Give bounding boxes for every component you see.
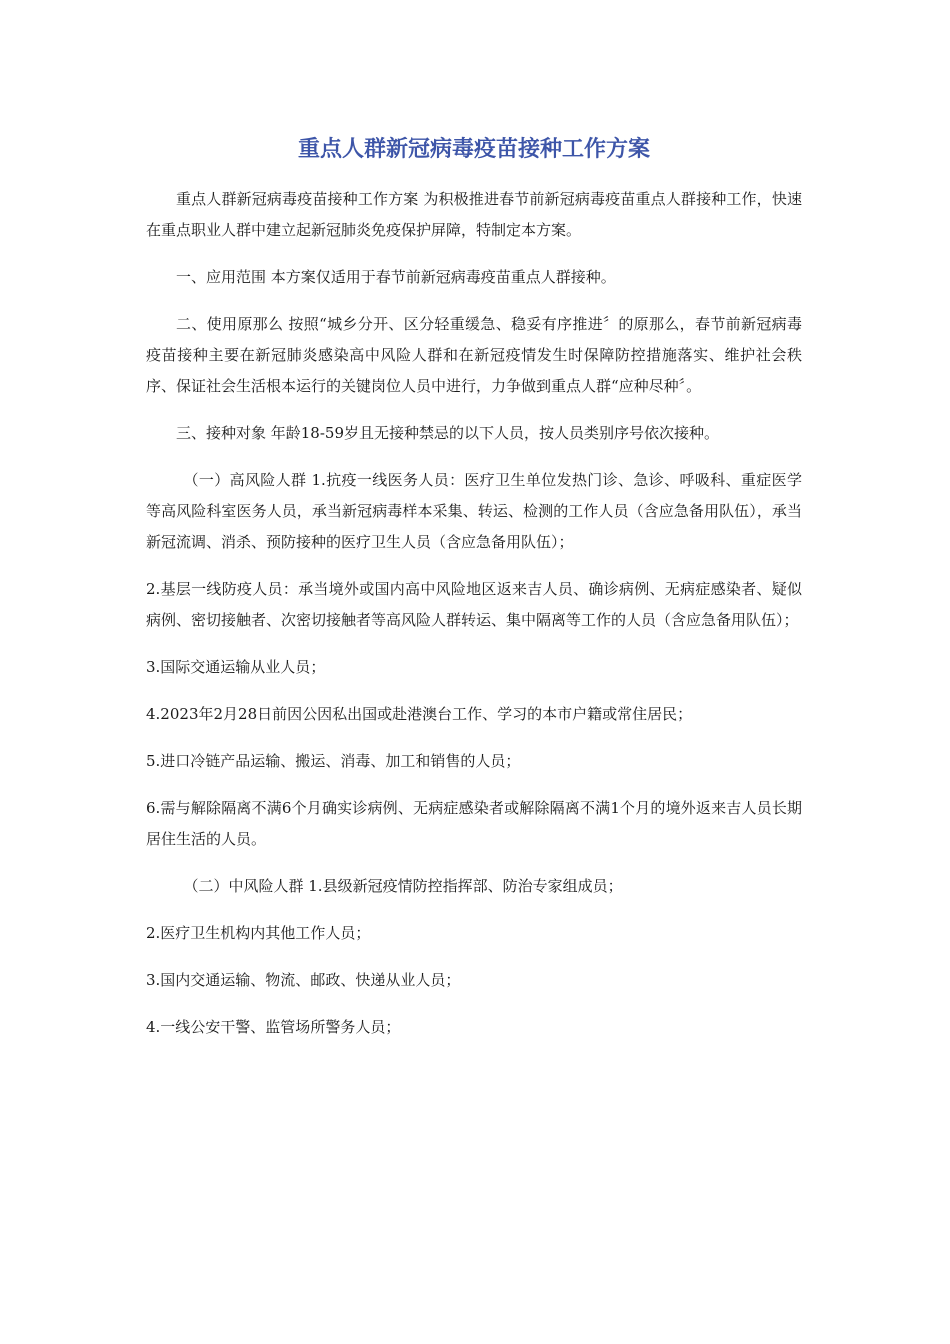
list-item: 2.医疗卫生机构内其他工作人员； xyxy=(146,924,371,942)
paragraph-targets: 三、接种对象 年龄18-59岁且无接种禁忌的以下人员，按人员类别序号依次接种。 xyxy=(176,424,720,442)
list-item: 3.国内交通运输、物流、邮政、快递从业人员； xyxy=(146,971,461,989)
paragraph-high-risk: （一）高风险人群 1.抗疫一线医务人员：医疗卫生单位发热门诊、急诊、呼吸科、重症医学等高风险科室医务人员，承当新冠病毒样本采集、转运、检测的工作人员（含应急备用队伍），承当新冠流调、消杀、预防接种的医疗卫生人员（含应急备用队伍）； xyxy=(146,471,802,551)
list-item: 2.基层一线防疫人员：承当境外或国内高中风险地区返来吉人员、确诊病例、无病症感染者、疑似病例、密切接触者、次密切接触者等高风险人群转运、集中隔离等工作的人员（含应急备用队伍）； xyxy=(146,580,802,629)
paragraph-medium-risk: （二）中风险人群 1.县级新冠疫情防控指挥部、防治专家组成员； xyxy=(183,877,623,895)
paragraph-intro: 重点人群新冠病毒疫苗接种工作方案 为积极推进春节前新冠病毒疫苗重点人群接种工作，快速在重点职业人群中建立起新冠肺炎免疫保护屏障，特制定本方案。 xyxy=(146,190,802,239)
list-item: 4.一线公安干警、监管场所警务人员； xyxy=(146,1018,401,1036)
document-title: 重点人群新冠病毒疫苗接种工作方案 xyxy=(297,137,650,162)
paragraph-scope: 一、应用范围 本方案仅适用于春节前新冠病毒疫苗重点人群接种。 xyxy=(176,268,616,286)
list-item: 5.进口冷链产品运输、搬运、消毒、加工和销售的人员； xyxy=(146,752,521,770)
list-item: 6.需与解除隔离不满6个月确实诊病例、无病症感染者或解除隔离不满1个月的境外返来吉人员长期居住生活的人员。 xyxy=(146,799,802,848)
list-item: 4.2023年2月28日前因公因私出国或赴港澳台工作、学习的本市户籍或常住居民； xyxy=(146,705,693,723)
paragraph-principle: 二、使用原那么 按照“城乡分开、区分轻重缓急、稳妥有序推进〞的原那么，春节前新冠病毒疫苗接种主要在新冠肺炎感染高中风险人群和在新冠疫情发生时保障防控措施落实、维护社会秩序、保证社会生活根本运行的关键岗位人员中进行，力争做到重点人群“应种尽种〞。 xyxy=(146,315,802,395)
list-item: 3.国际交通运输从业人员； xyxy=(146,658,326,676)
